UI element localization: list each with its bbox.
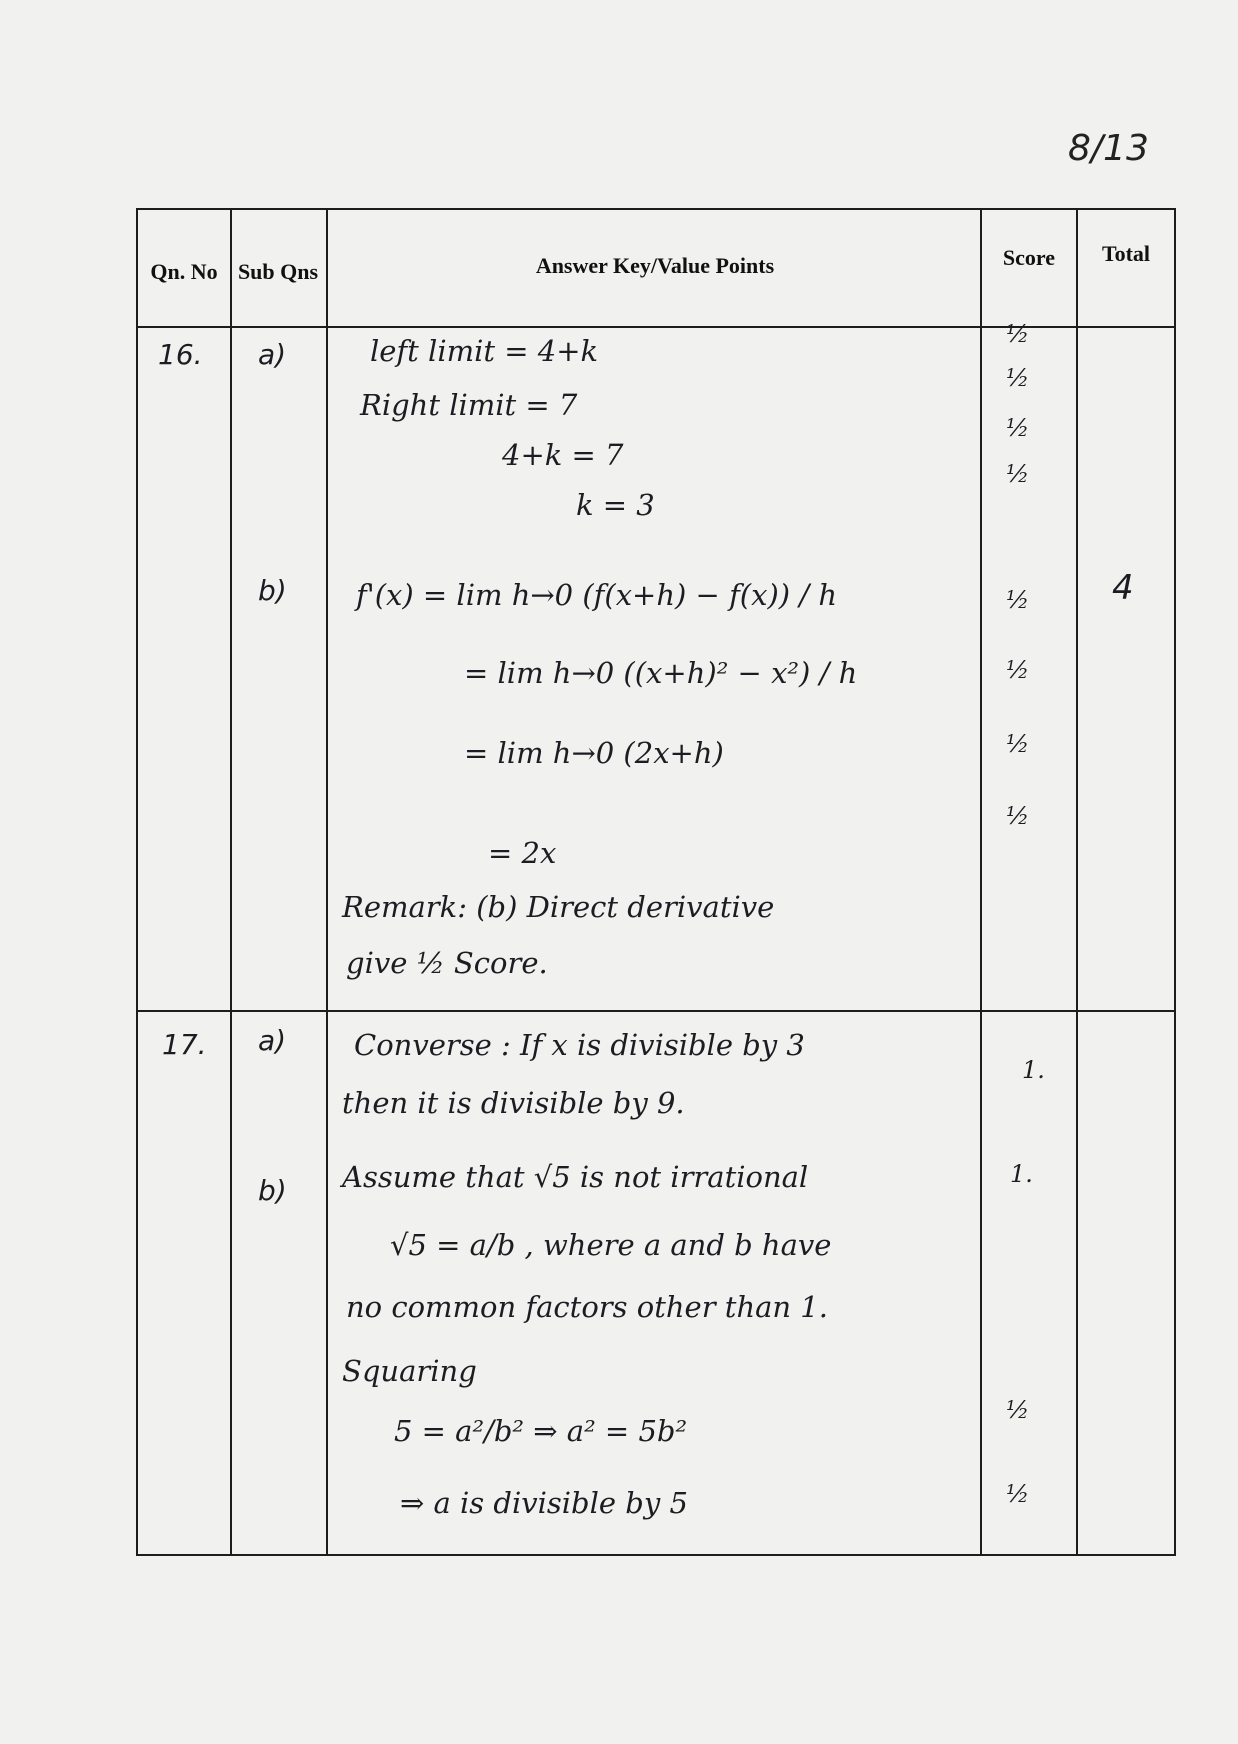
- answer-line: ⇒ a is divisible by 5: [400, 1486, 688, 1520]
- score-value: ½: [1006, 1396, 1030, 1424]
- answer-line: 4+k = 7: [502, 438, 624, 472]
- score-value: 1.: [1022, 1056, 1045, 1084]
- question-number-17: 17.: [162, 1028, 207, 1061]
- answer-line: = lim h→0 (2x+h): [464, 736, 724, 770]
- column-divider: [980, 210, 982, 1554]
- score-value: ½: [1006, 320, 1030, 348]
- question-divider: [138, 1010, 1174, 1012]
- answer-line: = 2x: [488, 836, 557, 870]
- remark-line: give ½ Score.: [346, 946, 548, 980]
- answer-line: Right limit = 7: [360, 388, 578, 422]
- score-value: ½: [1006, 414, 1030, 442]
- score-value: ½: [1006, 802, 1030, 830]
- score-value: ½: [1006, 1480, 1030, 1508]
- sub-question-17b: b): [258, 1174, 287, 1207]
- answer-key-table: [136, 208, 1176, 1556]
- sub-question-17a: a): [258, 1024, 287, 1057]
- answer-line: k = 3: [576, 488, 655, 522]
- header-total: Total: [1101, 241, 1151, 266]
- answer-line: left limit = 4+k: [370, 334, 599, 368]
- answer-line: no common factors other than 1.: [346, 1290, 828, 1324]
- remark-line: Remark: (b) Direct derivative: [342, 890, 775, 924]
- score-value: ½: [1006, 730, 1030, 758]
- score-value: ½: [1006, 460, 1030, 488]
- header-score: Score: [1002, 245, 1056, 270]
- column-divider: [1076, 210, 1078, 1554]
- column-divider: [230, 210, 232, 1554]
- page-number: 8/13: [1068, 128, 1149, 169]
- answer-line: Squaring: [342, 1354, 477, 1388]
- answer-line: 5 = a²/b² ⇒ a² = 5b²: [394, 1414, 688, 1448]
- answer-line: Assume that √5 is not irrational: [342, 1160, 809, 1194]
- sub-question-16b: b): [258, 574, 287, 607]
- answer-line: √5 = a/b , where a and b have: [390, 1228, 832, 1262]
- answer-line: Converse : If x is divisible by 3: [354, 1028, 805, 1062]
- header-answer-key: Answer Key/Value Points: [535, 253, 775, 278]
- sub-question-16a: a): [258, 338, 287, 371]
- header-qn-no: Qn. No: [150, 259, 218, 284]
- total-16: 4: [1112, 568, 1134, 608]
- score-value: ½: [1006, 656, 1030, 684]
- question-number-16: 16.: [158, 338, 203, 371]
- header-sub-qns: Sub Qns: [237, 259, 319, 284]
- score-value: 1.: [1010, 1160, 1033, 1188]
- column-divider: [326, 210, 328, 1554]
- answer-line: = lim h→0 ((x+h)² − x²) / h: [464, 656, 858, 690]
- score-value: ½: [1006, 586, 1030, 614]
- answer-line: then it is divisible by 9.: [342, 1086, 685, 1120]
- answer-line: f'(x) = lim h→0 (f(x+h) − f(x)) / h: [356, 578, 837, 612]
- score-value: ½: [1006, 364, 1030, 392]
